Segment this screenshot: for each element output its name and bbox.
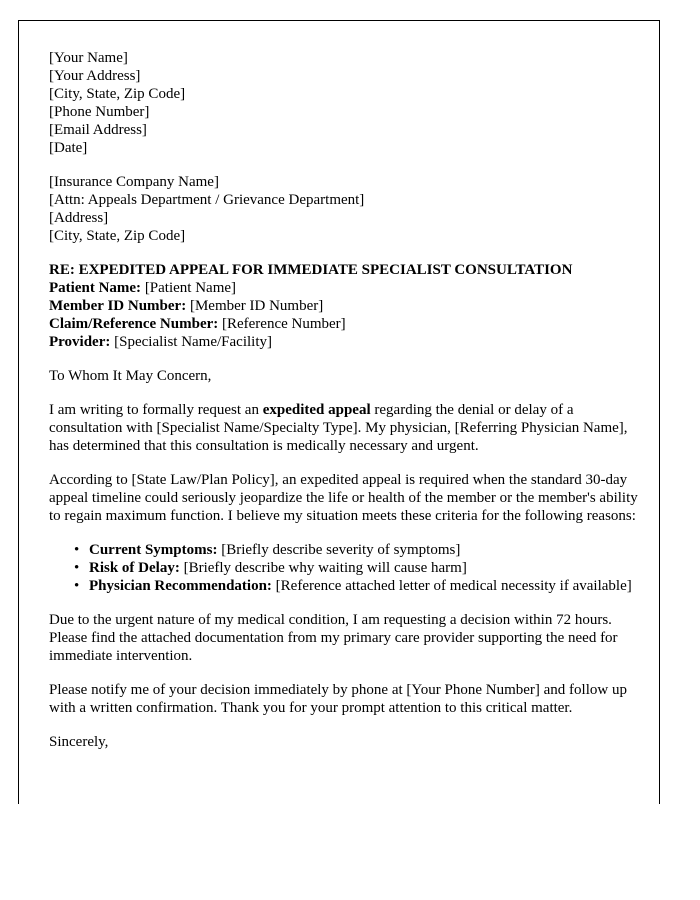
closing: Sincerely, [49, 734, 109, 750]
letter-date: [Date] [49, 140, 88, 156]
letter-page [18, 20, 660, 804]
re-claim-value: [Reference Number] [222, 316, 346, 332]
recipient-company: [Insurance Company Name] [49, 174, 219, 190]
re-provider-value: [Specialist Name/Facility] [114, 334, 272, 350]
paragraph-notify: Please notify me of your decision immediately by phone at [Your Phone Number] and follow up with a written confirmation. Thank you for your prompt attention to this critical matter. [49, 682, 627, 716]
re-member-label: Member ID Number: [49, 298, 187, 314]
paragraph-criteria: According to [State Law/Plan Policy], an expedited appeal is required when the standard 30-day appeal timeline could seriously jeopardize the life or health of the member or the member's ability to regain maximum function. I believe my situation meets these criteria for the following reasons: [49, 472, 638, 524]
re-patient [49, 279, 639, 297]
salutation: To Whom It May Concern, [49, 368, 212, 384]
reasons-list [49, 541, 639, 595]
sender-city-state-zip: [City, State, Zip Code] [49, 86, 186, 102]
sender-block [49, 49, 639, 157]
recipient-city-state-zip: [City, State, Zip Code] [49, 228, 186, 244]
re-member-id [49, 297, 639, 315]
re-block [49, 261, 639, 351]
recipient-block [49, 173, 639, 245]
bullet-icon: • [74, 560, 80, 576]
list-item: • Physician Recommendation: [Reference attached letter of medical necessity if available] [74, 578, 632, 594]
re-provider-label: Provider: [49, 334, 111, 350]
re-member-value: [Member ID Number] [189, 298, 324, 314]
re-patient-label: Patient Name: [49, 280, 142, 296]
sender-name: [Your Name] [49, 50, 128, 66]
re-provider [49, 333, 639, 351]
bullet-icon: • [74, 542, 80, 558]
letter-body [49, 49, 639, 751]
re-claim-label: Claim/Reference Number: [49, 316, 219, 332]
list-item: • Current Symptoms: [Briefly describe severity of symptoms] [74, 542, 461, 558]
bullet-icon: • [74, 578, 80, 594]
recipient-address: [Address] [49, 210, 109, 226]
expedited-appeal-emphasis: expedited appeal [262, 402, 371, 418]
recipient-attn: [Attn: Appeals Department / Grievance Department] [49, 192, 365, 208]
re-claim [49, 315, 639, 333]
sender-address: [Your Address] [49, 68, 141, 84]
re-subject: RE: EXPEDITED APPEAL FOR IMMEDIATE SPECIALIST CONSULTATION [49, 262, 573, 278]
re-patient-value: [Patient Name] [144, 280, 237, 296]
list-item: • Risk of Delay: [Briefly describe why waiting will cause harm] [74, 560, 467, 576]
sender-phone: [Phone Number] [49, 104, 150, 120]
paragraph-urgency: Due to the urgent nature of my medical condition, I am requesting a decision within 72 hours. Please find the attached documentation from my primary care provider supporting the need for immediate intervention. [49, 612, 618, 664]
paragraph-request: I am writing to formally request an expedited appeal regarding the denial or delay of a consultation with [Specialist Name/Specialty Type]. My physician, [Referring Physician Name], has determined that this consultation is medically necessary and urgent. [49, 402, 628, 454]
sender-email: [Email Address] [49, 122, 147, 138]
